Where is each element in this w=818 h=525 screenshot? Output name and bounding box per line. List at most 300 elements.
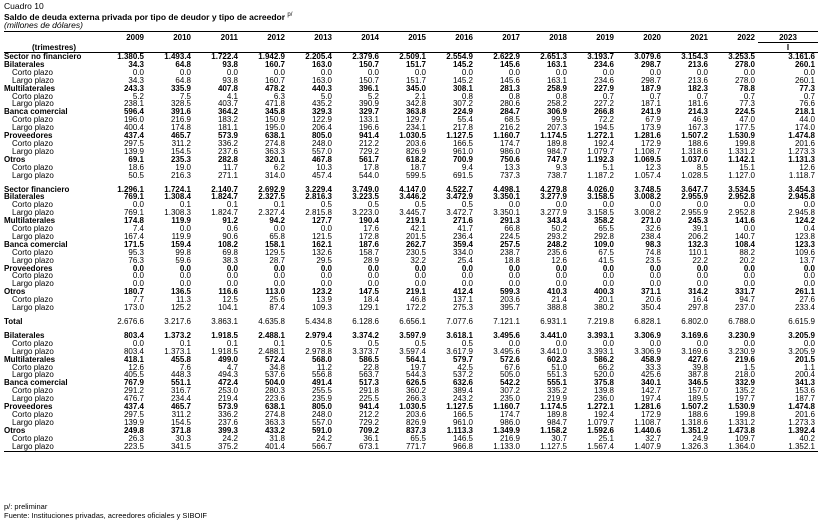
value-cell: 435.2 bbox=[311, 99, 332, 109]
value-cell: 26.3 bbox=[128, 433, 144, 443]
value-cell: 478.2 bbox=[264, 83, 285, 93]
value-cell: 3.472.9 bbox=[446, 192, 473, 202]
value-cell: 4.026.0 bbox=[587, 184, 614, 194]
value-cell: 140.7 bbox=[734, 231, 755, 241]
value-cell: 0.7 bbox=[696, 91, 708, 101]
value-cell: 274.8 bbox=[264, 138, 285, 148]
row-label: Corto plazo bbox=[12, 200, 53, 210]
value-cell: 767.9 bbox=[123, 378, 144, 388]
value-cell: 235.9 bbox=[311, 394, 332, 404]
value-cell: 738.7 bbox=[546, 170, 567, 180]
value-cell: 141.6 bbox=[734, 216, 755, 226]
value-cell: 50.2 bbox=[551, 224, 567, 234]
value-cell: 457.4 bbox=[311, 170, 332, 180]
row-label: Corto plazo bbox=[12, 433, 53, 443]
value-cell: 142.7 bbox=[640, 386, 661, 396]
value-cell: 1.349.9 bbox=[493, 425, 520, 435]
value-cell: 243.2 bbox=[452, 394, 473, 404]
value-cell: 1.118.7 bbox=[788, 170, 815, 180]
value-cell: 17.8 bbox=[363, 162, 379, 172]
value-cell: 278.0 bbox=[734, 59, 755, 69]
value-cell: 332.9 bbox=[734, 378, 755, 388]
year-header: 2014 bbox=[335, 32, 382, 43]
value-cell: 1.037.0 bbox=[681, 154, 708, 164]
value-cell: 23.5 bbox=[645, 255, 661, 265]
value-cell: 7.7 bbox=[132, 295, 144, 305]
value-cell: 0.0 bbox=[367, 271, 379, 281]
value-cell: 93.8 bbox=[222, 75, 238, 85]
value-cell: 2.945.8 bbox=[788, 192, 815, 202]
value-cell: 3.229.4 bbox=[305, 184, 332, 194]
value-cell: 8.5 bbox=[696, 162, 708, 172]
value-cell: 3.158.5 bbox=[587, 192, 614, 202]
value-cell: 0.0 bbox=[367, 263, 379, 273]
value-cell: 163.1 bbox=[546, 75, 567, 85]
value-cell: 1.474.8 bbox=[788, 402, 815, 412]
value-cell: 1.918.5 bbox=[211, 346, 238, 356]
value-cell: 0.0 bbox=[179, 263, 191, 273]
value-cell: 0.0 bbox=[132, 67, 144, 77]
year-header: 2017 bbox=[476, 32, 523, 43]
value-cell: 158.7 bbox=[358, 247, 379, 257]
value-cell: 217.8 bbox=[452, 123, 473, 133]
year-header: 2010 bbox=[147, 32, 194, 43]
value-cell: 278.0 bbox=[734, 75, 755, 85]
row-label: Proveedores bbox=[4, 263, 53, 273]
value-cell: 145.2 bbox=[452, 75, 473, 85]
value-cell: 298.7 bbox=[640, 75, 661, 85]
value-cell: 230.5 bbox=[405, 247, 426, 257]
value-cell: 6.615.9 bbox=[788, 317, 815, 326]
value-cell: 162.1 bbox=[311, 239, 332, 249]
value-cell: 201.6 bbox=[794, 138, 815, 148]
value-cell: 390.9 bbox=[358, 99, 379, 109]
value-cell: 1.942.9 bbox=[258, 52, 285, 61]
value-cell: 0.0 bbox=[649, 67, 661, 77]
value-cell: 1.373.1 bbox=[164, 346, 191, 356]
value-cell: 227.9 bbox=[593, 83, 614, 93]
value-cell: 1.030.5 bbox=[399, 131, 426, 141]
value-cell: 0.8 bbox=[508, 91, 520, 101]
value-cell: 13.7 bbox=[799, 255, 815, 265]
value-cell: 0.5 bbox=[414, 200, 426, 210]
value-cell: 1.352.1 bbox=[758, 443, 818, 451]
value-cell: 0.0 bbox=[273, 263, 285, 273]
value-cell: 2.651.3 bbox=[540, 52, 567, 61]
value-cell: 1.127.5 bbox=[446, 131, 473, 141]
value-cell: 0.0 bbox=[602, 271, 614, 281]
value-cell: 216.9 bbox=[170, 115, 191, 125]
value-cell: 206.2 bbox=[687, 231, 708, 241]
value-cell: 0.0 bbox=[132, 263, 144, 273]
value-cell: 3.230.9 bbox=[728, 346, 755, 356]
value-cell: 1.142.1 bbox=[728, 154, 755, 164]
row-label: Corto plazo bbox=[12, 386, 53, 396]
value-cell: 15.1 bbox=[739, 162, 755, 172]
header-label-cell bbox=[4, 32, 100, 43]
value-cell: 517.3 bbox=[358, 378, 379, 388]
value-cell: 282.8 bbox=[217, 154, 238, 164]
value-cell: 224.9 bbox=[452, 107, 473, 117]
value-cell: 591.0 bbox=[311, 425, 332, 435]
value-cell: 24.2 bbox=[316, 433, 332, 443]
value-cell: 3.223.0 bbox=[352, 208, 379, 218]
value-cell: 1.028.5 bbox=[681, 170, 708, 180]
value-cell: 218.1 bbox=[794, 107, 815, 117]
value-cell: 46.9 bbox=[692, 115, 708, 125]
value-cell: 181.1 bbox=[217, 123, 238, 133]
value-cell: 563.7 bbox=[358, 370, 379, 380]
value-cell: 0.1 bbox=[226, 200, 238, 210]
value-cell: 3.306.9 bbox=[634, 330, 661, 340]
value-cell: 187.1 bbox=[640, 99, 661, 109]
value-cell: 99.8 bbox=[175, 247, 191, 257]
value-cell: 0.1 bbox=[179, 200, 191, 210]
value-cell: 334.0 bbox=[452, 247, 473, 257]
value-cell: 1.079.7 bbox=[587, 417, 614, 427]
value-cell: 1.824.7 bbox=[211, 208, 238, 218]
value-cell: 224.5 bbox=[499, 231, 520, 241]
value-cell: 0.7 bbox=[602, 91, 614, 101]
value-cell: 153.6 bbox=[794, 386, 815, 396]
value-cell: 151.7 bbox=[405, 75, 426, 85]
value-cell: 201.5 bbox=[405, 231, 426, 241]
value-cell: 224.5 bbox=[734, 107, 755, 117]
value-cell: 297.5 bbox=[123, 409, 144, 419]
value-cell: 2.952.8 bbox=[728, 208, 755, 218]
value-cell: 243.3 bbox=[123, 83, 144, 93]
value-cell: 0.0 bbox=[273, 271, 285, 281]
value-cell: 573.9 bbox=[217, 402, 238, 412]
value-cell: 0.0 bbox=[555, 271, 567, 281]
value-cell: 2.955.9 bbox=[681, 208, 708, 218]
value-cell: 3.863.1 bbox=[211, 317, 238, 326]
value-cell: 0.0 bbox=[320, 279, 332, 289]
value-cell: 258.9 bbox=[546, 83, 567, 93]
value-cell: 150.7 bbox=[358, 75, 379, 85]
value-cell: 4.7 bbox=[226, 362, 238, 372]
value-cell: 0.0 bbox=[179, 279, 191, 289]
value-cell: 196.0 bbox=[123, 115, 144, 125]
value-cell: 2.205.4 bbox=[305, 52, 332, 61]
value-cell: 1.281.6 bbox=[634, 402, 661, 412]
value-cell: 187.6 bbox=[358, 239, 379, 249]
value-cell: 13.9 bbox=[316, 295, 332, 305]
value-cell: 39.8 bbox=[692, 362, 708, 372]
row-label: Largo plazo bbox=[12, 146, 54, 156]
value-cell: 214.3 bbox=[687, 107, 708, 117]
value-cell: 537.6 bbox=[264, 370, 285, 380]
value-cell: 2.622.9 bbox=[493, 52, 520, 61]
row-label: Corto plazo bbox=[12, 138, 53, 148]
value-cell: 7.219.8 bbox=[587, 317, 614, 326]
value-cell: 308.1 bbox=[452, 83, 473, 93]
value-cell: 199.8 bbox=[734, 409, 755, 419]
value-cell: 203.6 bbox=[405, 409, 426, 419]
value-cell: 3.472.7 bbox=[446, 208, 473, 218]
value-cell: 219.6 bbox=[734, 354, 755, 364]
row-label: Otros bbox=[4, 287, 26, 297]
value-cell: 0.0 bbox=[414, 271, 426, 281]
value-cell: 22.2 bbox=[692, 255, 708, 265]
value-cell: 201.5 bbox=[794, 354, 815, 364]
value-cell: 145.2 bbox=[452, 59, 473, 69]
table-row bbox=[4, 193, 818, 201]
value-cell: 293.2 bbox=[546, 231, 567, 241]
value-cell: 737.3 bbox=[499, 170, 520, 180]
value-cell: 16.4 bbox=[692, 295, 708, 305]
value-cell: 564.1 bbox=[405, 354, 426, 364]
value-cell: 9.4 bbox=[461, 162, 473, 172]
value-cell: 2.955.9 bbox=[681, 192, 708, 202]
value-cell: 173.9 bbox=[640, 123, 661, 133]
value-cell: 163.0 bbox=[311, 59, 332, 69]
value-cell: 371.1 bbox=[640, 287, 661, 297]
value-cell: 233.4 bbox=[794, 303, 815, 313]
value-cell: 219.9 bbox=[546, 394, 567, 404]
value-cell: 199.8 bbox=[734, 138, 755, 148]
value-cell: 78.8 bbox=[739, 83, 755, 93]
value-cell: 1.722.4 bbox=[211, 52, 238, 61]
value-cell: 127.7 bbox=[311, 216, 332, 226]
value-cell: 673.1 bbox=[335, 443, 382, 451]
value-cell: 11.3 bbox=[176, 295, 191, 305]
value-cell: 405.5 bbox=[123, 370, 144, 380]
value-cell: 638.1 bbox=[264, 131, 285, 141]
value-cell: 0.0 bbox=[508, 67, 520, 77]
year-header: 2013 bbox=[288, 32, 335, 43]
value-cell: 596.4 bbox=[123, 107, 144, 117]
value-cell: 341.5 bbox=[147, 443, 194, 451]
value-cell: 34.8 bbox=[269, 362, 285, 372]
value-cell: 314.0 bbox=[264, 170, 285, 180]
value-cell: 166.5 bbox=[452, 138, 473, 148]
value-cell: 66.8 bbox=[504, 224, 520, 234]
value-cell: 238.1 bbox=[123, 99, 144, 109]
value-cell: 1.069.5 bbox=[634, 154, 661, 164]
value-cell: 213.6 bbox=[687, 75, 708, 85]
value-cell: 837.3 bbox=[405, 425, 426, 435]
value-cell: 150.9 bbox=[264, 115, 285, 125]
value-cell: 245.3 bbox=[687, 216, 708, 226]
value-cell: 307.2 bbox=[452, 99, 473, 109]
value-cell: 358.2 bbox=[593, 216, 614, 226]
value-cell: 50.5 bbox=[128, 170, 144, 180]
table-row bbox=[4, 85, 818, 93]
value-cell: 2.327.4 bbox=[258, 208, 285, 218]
value-cell: 5.0 bbox=[320, 91, 332, 101]
value-cell: 234.6 bbox=[593, 75, 614, 85]
value-cell: 189.8 bbox=[546, 409, 567, 419]
value-cell: 0.0 bbox=[743, 200, 755, 210]
value-cell: 67.6 bbox=[504, 362, 520, 372]
value-cell: 6.802.0 bbox=[681, 317, 708, 326]
value-cell: 0.0 bbox=[803, 67, 815, 77]
value-cell: 260.1 bbox=[794, 75, 815, 85]
value-cell: 380.2 bbox=[593, 303, 614, 313]
value-cell: 1.5 bbox=[743, 362, 755, 372]
value-cell: 139.8 bbox=[593, 386, 614, 396]
value-cell: 0.0 bbox=[649, 338, 661, 348]
value-cell: 3.374.2 bbox=[352, 330, 379, 340]
value-cell: 826.9 bbox=[405, 146, 426, 156]
value-cell: 18.6 bbox=[128, 162, 144, 172]
value-cell: 0.0 bbox=[649, 263, 661, 273]
value-cell: 99.5 bbox=[551, 115, 567, 125]
value-cell: 76.3 bbox=[128, 255, 144, 265]
value-cell: 314.2 bbox=[687, 287, 708, 297]
value-cell: 108.4 bbox=[734, 239, 755, 249]
value-cell: 0.0 bbox=[696, 200, 708, 210]
value-cell: 1.030.5 bbox=[399, 402, 426, 412]
value-cell: 280.6 bbox=[499, 99, 520, 109]
value-cell: 163.1 bbox=[546, 59, 567, 69]
row-label: Largo plazo bbox=[12, 370, 54, 380]
value-cell: 427.6 bbox=[687, 354, 708, 364]
value-cell: 28.7 bbox=[269, 255, 285, 265]
value-cell: 1.127.0 bbox=[728, 170, 755, 180]
value-cell: 98.3 bbox=[645, 239, 661, 249]
value-cell: 3.154.3 bbox=[681, 52, 708, 61]
value-cell: 0.0 bbox=[743, 224, 755, 234]
value-cell: 0.0 bbox=[367, 279, 379, 289]
value-cell: 11.2 bbox=[317, 362, 332, 372]
value-cell: 55.4 bbox=[457, 115, 473, 125]
value-cell: 248.0 bbox=[311, 409, 332, 419]
value-cell: 253.0 bbox=[217, 386, 238, 396]
value-cell: 3.223.5 bbox=[352, 192, 379, 202]
value-cell: 4.522.7 bbox=[446, 184, 473, 194]
value-cell: 586.2 bbox=[593, 354, 614, 364]
value-cell: 0.0 bbox=[226, 67, 238, 77]
value-cell: 0.0 bbox=[803, 338, 815, 348]
value-cell: 109.7 bbox=[734, 433, 755, 443]
value-cell: 1.318.6 bbox=[681, 146, 708, 156]
value-cell: 1.160.7 bbox=[493, 131, 520, 141]
value-cell: 32.2 bbox=[410, 255, 426, 265]
value-cell: 1.318.6 bbox=[681, 417, 708, 427]
value-cell: 3.495.6 bbox=[493, 330, 520, 340]
value-cell: 271.0 bbox=[640, 216, 661, 226]
value-cell: 188.6 bbox=[687, 409, 708, 419]
value-cell: 20.1 bbox=[598, 295, 614, 305]
value-cell: 0.0 bbox=[508, 271, 520, 281]
value-cell: 403.7 bbox=[217, 99, 238, 109]
header-row-periods bbox=[4, 43, 818, 53]
value-cell: 5.2 bbox=[367, 91, 379, 101]
value-cell: 2.978.8 bbox=[305, 346, 332, 356]
value-cell: 192.4 bbox=[593, 138, 614, 148]
value-cell: 22.8 bbox=[363, 362, 379, 372]
row-label: Largo plazo bbox=[12, 75, 54, 85]
row-label: Total bbox=[4, 317, 23, 326]
row-label: Corto plazo bbox=[12, 247, 53, 257]
row-label: Corto plazo bbox=[12, 162, 53, 172]
value-cell: 41.5 bbox=[598, 255, 614, 265]
value-cell: 341.3 bbox=[794, 378, 815, 388]
value-cell: 3.169.6 bbox=[681, 330, 708, 340]
value-cell: 0.0 bbox=[555, 67, 567, 77]
value-cell: 29.5 bbox=[316, 255, 332, 265]
value-cell: 9.3 bbox=[555, 162, 567, 172]
value-cell: 187.7 bbox=[794, 394, 815, 404]
value-cell: 4.147.0 bbox=[399, 184, 426, 194]
value-cell: 7.077.6 bbox=[446, 317, 473, 326]
value-cell: 1.364.0 bbox=[711, 443, 758, 451]
value-cell: 346.5 bbox=[687, 378, 708, 388]
value-cell: 38.3 bbox=[222, 255, 238, 265]
value-cell: 3.618.1 bbox=[446, 330, 473, 340]
value-cell: 0.0 bbox=[461, 279, 473, 289]
value-cell: 236.4 bbox=[452, 231, 473, 241]
value-cell: 150.7 bbox=[358, 59, 379, 69]
value-cell: 709.2 bbox=[358, 425, 379, 435]
value-cell: 235.6 bbox=[546, 247, 567, 257]
value-cell: 3.441.0 bbox=[540, 346, 567, 356]
value-cell: 154.5 bbox=[170, 417, 191, 427]
value-cell: 145.6 bbox=[499, 75, 520, 85]
value-cell: 34.3 bbox=[128, 59, 144, 69]
value-cell: 12.5 bbox=[222, 295, 238, 305]
value-cell: 27.6 bbox=[799, 295, 815, 305]
row-label: Corto plazo bbox=[12, 295, 53, 305]
value-cell: 363.3 bbox=[264, 417, 285, 427]
value-cell: 407.8 bbox=[217, 83, 238, 93]
value-cell: 219.4 bbox=[217, 394, 238, 404]
table-row-detail bbox=[4, 304, 818, 312]
value-cell: 0.0 bbox=[649, 279, 661, 289]
value-cell: 3.393.1 bbox=[587, 346, 614, 356]
value-cell: 6.128.6 bbox=[352, 317, 379, 326]
value-cell: 212.2 bbox=[358, 138, 379, 148]
value-cell: 51.0 bbox=[551, 362, 567, 372]
value-cell: 12.3 bbox=[645, 162, 661, 172]
value-cell: 197.4 bbox=[640, 394, 661, 404]
value-cell: 77.3 bbox=[739, 99, 755, 109]
value-cell: 1.331.2 bbox=[728, 146, 755, 156]
value-cell: 1.127.5 bbox=[523, 443, 570, 451]
value-cell: 618.2 bbox=[405, 154, 426, 164]
value-cell: 125.2 bbox=[170, 303, 191, 313]
value-cell: 0.0 bbox=[602, 200, 614, 210]
value-cell: 147.5 bbox=[358, 287, 379, 297]
value-cell: 0.0 bbox=[803, 200, 815, 210]
value-cell: 223.5 bbox=[100, 443, 147, 451]
value-cell: 261.1 bbox=[794, 287, 815, 297]
value-cell: 0.5 bbox=[461, 338, 473, 348]
value-cell: 0.0 bbox=[696, 67, 708, 77]
value-cell: 0.0 bbox=[743, 67, 755, 77]
value-cell: 1.281.6 bbox=[634, 131, 661, 141]
value-cell: 104.1 bbox=[217, 303, 238, 313]
value-cell: 0.0 bbox=[132, 279, 144, 289]
table-row-total bbox=[4, 318, 818, 326]
value-cell: 410.3 bbox=[546, 287, 567, 297]
value-cell: 476.7 bbox=[123, 394, 144, 404]
value-cell: 0.0 bbox=[743, 338, 755, 348]
value-cell: 0.0 bbox=[602, 279, 614, 289]
row-label: Corto plazo bbox=[12, 338, 53, 348]
value-cell: 316.7 bbox=[170, 386, 191, 396]
value-cell: 65.8 bbox=[269, 231, 285, 241]
value-cell: 216.2 bbox=[499, 123, 520, 133]
value-cell: 262.7 bbox=[405, 239, 426, 249]
value-cell: 803.4 bbox=[123, 330, 144, 340]
value-cell: 1.407.9 bbox=[617, 443, 664, 451]
value-cell: 109.6 bbox=[794, 247, 815, 257]
value-cell: 0.0 bbox=[414, 263, 426, 273]
value-cell: 13.3 bbox=[504, 162, 520, 172]
